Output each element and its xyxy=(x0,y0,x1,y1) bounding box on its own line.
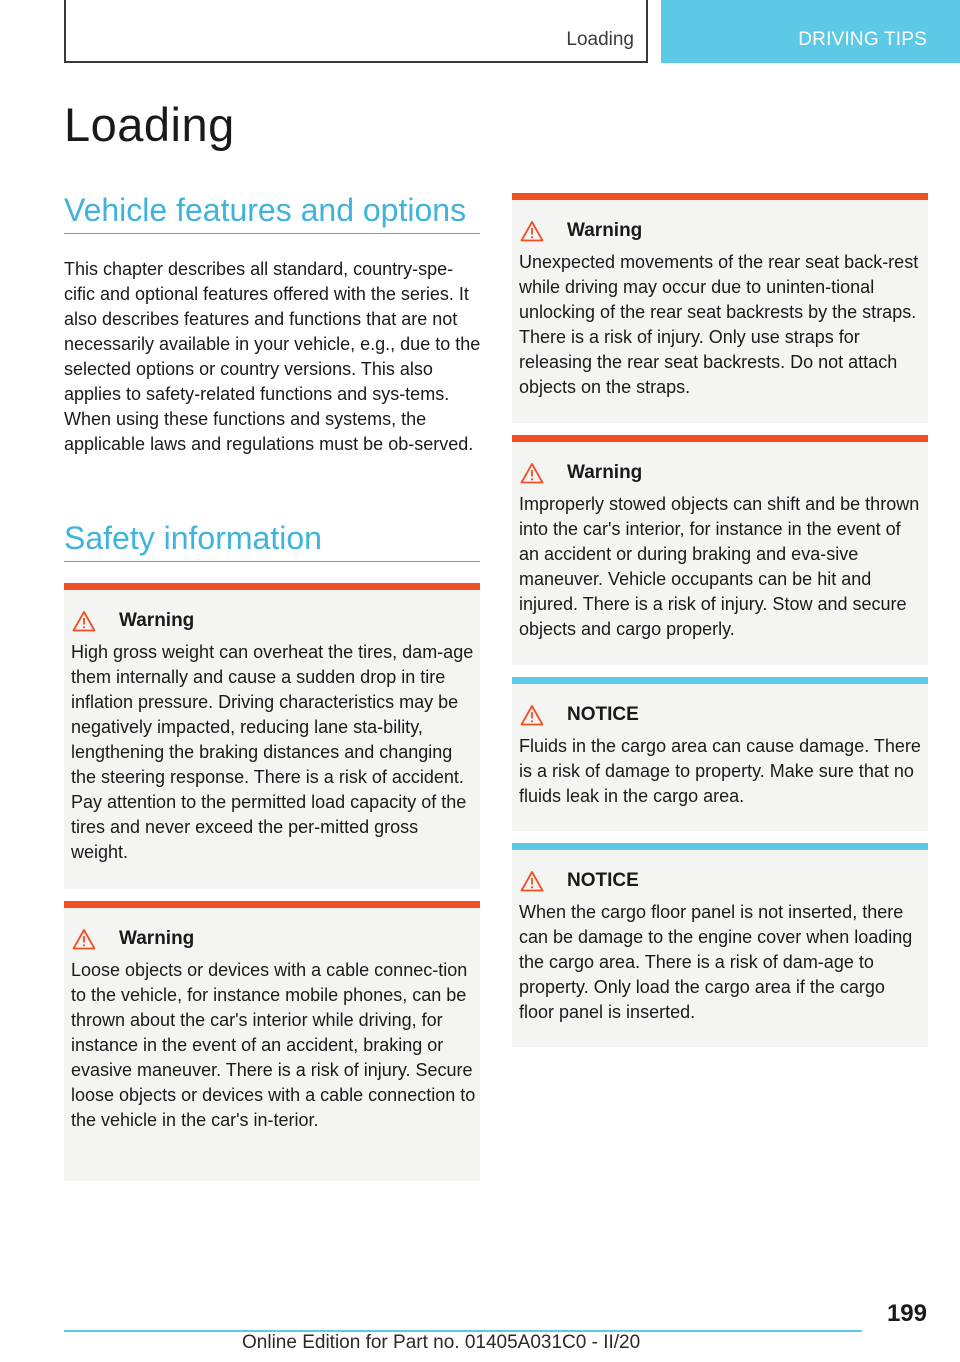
notice-box xyxy=(512,677,928,831)
warning-bar xyxy=(512,435,928,442)
section-body-vehicle-features: This chapter describes all standard, country-spe-cific and optional features offered with the series. It also describes features and functions that are not necessarily available in your vehicle, e.g., due to the selected options or country versions. This also applies to safety-related functions and sys-tems. When using these functions and systems, the applicable laws and regulations must be ob-served. xyxy=(64,259,481,454)
notice-header xyxy=(520,219,642,243)
notice-label: Warning xyxy=(119,928,195,949)
notice-header xyxy=(520,461,642,485)
notice-bar xyxy=(512,677,928,684)
notice-label: Warning xyxy=(119,610,195,631)
page-number: 199 xyxy=(886,1300,927,1327)
notice-label: Warning xyxy=(567,462,643,483)
warning-bar xyxy=(64,901,480,908)
notice-box xyxy=(512,843,928,1047)
warning-box xyxy=(64,901,480,1181)
section-heading-safety-information: Safety information xyxy=(64,520,480,562)
warning-box xyxy=(512,193,928,423)
notice-label: NOTICE xyxy=(567,870,639,891)
warning-box xyxy=(512,435,928,665)
notice-header xyxy=(72,609,194,633)
notice-text: Fluids in the cargo area can cause damage. There is a risk of damage to property. Make sure that no fluids leak in the cargo area. xyxy=(519,736,921,806)
warning-bar xyxy=(64,583,480,590)
header-section-tab xyxy=(64,0,648,63)
header-chapter-tab xyxy=(661,0,960,63)
page-title: Loading xyxy=(64,98,235,151)
notice-text: When the cargo floor panel is not inserted, there can be damage to the engine cover when loading the cargo area. There is a risk of dam-age to property. Only load the cargo area if the cargo floor panel is inserted. xyxy=(519,902,913,1022)
notice-text: Improperly stowed objects can shift and be thrown into the car's interior, for instance in the event of an accident or during braking and eva-sive maneuver. Vehicle occupants can be hit and injured. There is a risk of injury. Stow and secure objects and cargo properly. xyxy=(519,494,920,639)
warning-triangle-icon xyxy=(520,704,544,726)
notice-text: Loose objects or devices with a cable connec-tion to the vehicle, for instance mobile phones, can be thrown about the car's interior while driving, for instance in the event of an accident, braking or evasive maneuver. There is a risk of injury. Secure loose objects or devices with a cable connection to the vehicle in the car's in-terior. xyxy=(71,960,476,1130)
header-section-label: Loading xyxy=(566,29,634,50)
notice-header xyxy=(520,869,639,893)
notice-text: Unexpected movements of the rear seat back-rest while driving may occur due to uninten-tional unlocking of the rear seat backrests by the straps. There is a risk of injury. Only use straps for releasing the rear seat backrests. Do not attach objects on the straps. xyxy=(519,252,919,397)
notice-label: NOTICE xyxy=(567,704,639,725)
warning-triangle-icon xyxy=(72,610,96,632)
warning-bar xyxy=(512,193,928,200)
notice-text: High gross weight can overheat the tires, dam-age them internally and cause a sudden drop in tire inflation pressure. Driving characteristics may be negatively impacted, reducing lane sta-bility, lengthening the braking distances and changing the steering response. There is a risk of accident. Pay attention to the permitted load capacity of the tires and never exceed the per-mitted gross weight. xyxy=(71,642,474,862)
notice-header xyxy=(520,703,639,727)
notice-bar xyxy=(512,843,928,850)
header-chapter-label: DRIVING TIPS xyxy=(798,29,927,50)
warning-triangle-icon xyxy=(520,220,544,242)
warning-triangle-icon xyxy=(520,462,544,484)
warning-triangle-icon xyxy=(72,928,96,950)
warning-triangle-icon xyxy=(520,870,544,892)
warning-box xyxy=(64,583,480,889)
notice-label: Warning xyxy=(567,220,643,241)
notice-header xyxy=(72,927,194,951)
section-heading-vehicle-features: Vehicle features and options xyxy=(64,192,480,234)
footer-edition-text: Online Edition for Part no. 01405A031C0 - II/20 xyxy=(242,1332,641,1353)
